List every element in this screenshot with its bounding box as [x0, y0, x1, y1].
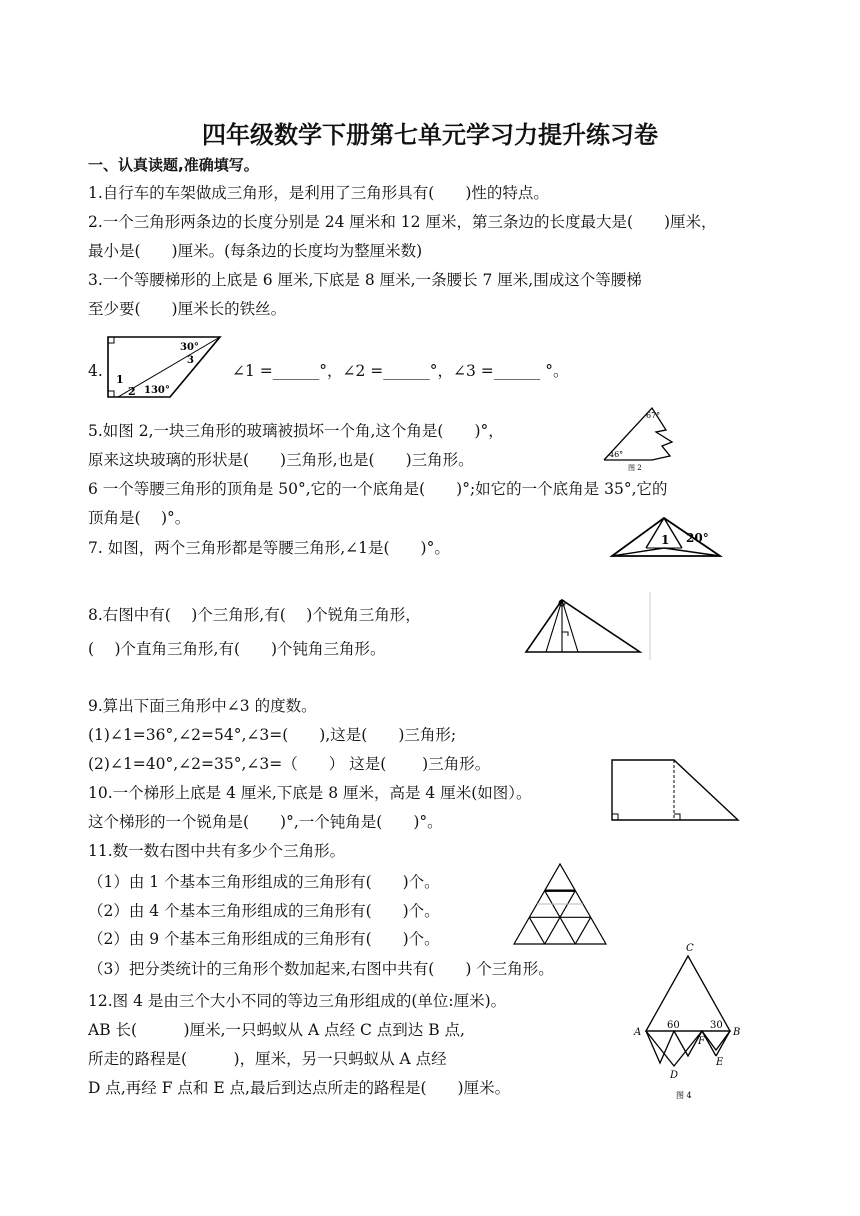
question-5-line-2: 原来这块玻璃的形状是( )三角形,也是( )三角形。: [88, 451, 474, 469]
section-heading: 一、认真读题,准确填写。: [88, 156, 259, 174]
question-12-line-2: AB 长( )厘米,一只蚂蚁从 A 点经 C 点到达 B 点,: [88, 1021, 465, 1039]
q4-angle-130-label: 130°: [144, 385, 170, 396]
q5-figure-caption: 图 2: [628, 464, 642, 472]
question-9-part-2: (2)∠1=40°,∠2=35°,∠3=（ ） 这是( )三角形。: [88, 755, 491, 773]
q7-isosceles-figure: [608, 512, 732, 562]
q7-angle-20-label: 20°: [686, 531, 709, 545]
q4-angle-2-label: 2: [128, 385, 136, 398]
question-6-line-1: 6 一个等腰三角形的顶角是 50°,它的一个底角是( )°;如它的一个底角是 35°,它的: [88, 480, 668, 498]
question-10-line-2: 这个梯形的一个锐角是( )°,一个钝角是( )°。: [88, 813, 443, 831]
q4-angle-1-label: 1: [116, 373, 124, 386]
q11-triangle-grid-figure: [510, 860, 610, 948]
question-2-line-2: 最小是( )厘米。(每条边的长度均为整厘米数): [88, 242, 423, 260]
question-12-line-1: 12.图 4 是由三个大小不同的等边三角形组成的(单位:厘米)。: [88, 992, 507, 1010]
page-title: 四年级数学下册第七单元学习力提升练习卷: [202, 121, 658, 149]
q10-trapezoid-figure: [608, 754, 744, 824]
question-11-part-4: （3）把分类统计的三角形个数加起来,右图中共有( ) 个三角形。: [88, 960, 554, 978]
q12-side-60-label: 60: [667, 1020, 680, 1031]
question-3-line-2: 至少要( )厘米长的铁丝。: [88, 300, 287, 318]
q12-point-c-label: C: [686, 943, 694, 954]
question-2-line-1: 2.一个三角形两条边的长度分别是 24 厘米和 12 厘米，第三条边的长度最大是( )厘米，: [88, 213, 717, 231]
question-4-number: 4.: [88, 362, 103, 380]
q5-broken-glass-figure: [596, 402, 686, 472]
q12-equilateral-triangles-figure: [630, 938, 750, 1104]
q4-quadrilateral-figure: [104, 333, 226, 403]
q4-angle-30-label: 30°: [180, 342, 199, 353]
question-12-line-3: 所走的路程是( )，厘米，另一只蚂蚁从 A 点经: [88, 1050, 447, 1068]
q12-figure-caption: 图 4: [676, 1091, 692, 1100]
question-11-part-2: （2）由 4 个基本三角形组成的三角形有( )个。: [88, 902, 440, 920]
question-9: 9.算出下面三角形中∠3 的度数。: [88, 697, 317, 715]
question-11: 11.数一数右图中共有多少个三角形。: [88, 842, 346, 860]
q7-angle-1-label: 1: [661, 533, 670, 547]
q8-triangles-figure: [520, 592, 660, 662]
q5-angle-46-label: 46°: [609, 450, 624, 459]
q12-point-b-label: B: [733, 1027, 741, 1038]
q12-point-d-label: D: [670, 1070, 679, 1081]
question-5-line-1: 5.如图 2,一块三角形的玻璃被损坏一个角,这个角是( )°，: [88, 422, 504, 440]
question-11-part-3: （2）由 9 个基本三角形组成的三角形有( )个。: [88, 930, 440, 948]
q4-angle-3-label: 3: [187, 355, 194, 366]
q12-side-30-label: 30: [710, 1020, 723, 1031]
question-12-line-4: D 点,再经 F 点和 E 点,最后到达点所走的路程是( )厘米。: [88, 1079, 511, 1097]
question-6-line-2: 顶角是( )°。: [88, 509, 191, 527]
q12-point-a-label: A: [634, 1027, 642, 1038]
question-8-line-2: ( )个直角三角形,有( )个钝角三角形。: [88, 640, 386, 658]
q5-angle-67-label: 67°: [646, 411, 661, 420]
q12-point-f-label: F: [698, 1036, 705, 1047]
q12-point-e-label: E: [716, 1057, 724, 1068]
question-9-part-1: (1)∠1=36°,∠2=54°,∠3=( ),这是( )三角形;: [88, 726, 457, 744]
question-1: 1.自行车的车架做成三角形，是利用了三角形具有( )性的特点。: [88, 184, 549, 202]
question-7: 7. 如图，两个三角形都是等腰三角形,∠1是( )°。: [88, 539, 450, 557]
question-8-line-1: 8.右图中有( )个三角形,有( )个锐角三角形，: [88, 606, 421, 624]
question-10-line-1: 10.一个梯形上底是 4 厘米,下底是 8 厘米，高是 4 厘米(如图）。: [88, 784, 532, 802]
question-11-part-1: （1）由 1 个基本三角形组成的三角形有( )个。: [88, 873, 440, 891]
question-4-answers: ∠1 =______°，∠2 =______°，∠3 =______ °。: [232, 362, 569, 380]
question-3-line-1: 3.一个等腰梯形的上底是 6 厘米,下底是 8 厘米,一条腰长 7 厘米,围成这个等腰梯: [88, 271, 642, 289]
